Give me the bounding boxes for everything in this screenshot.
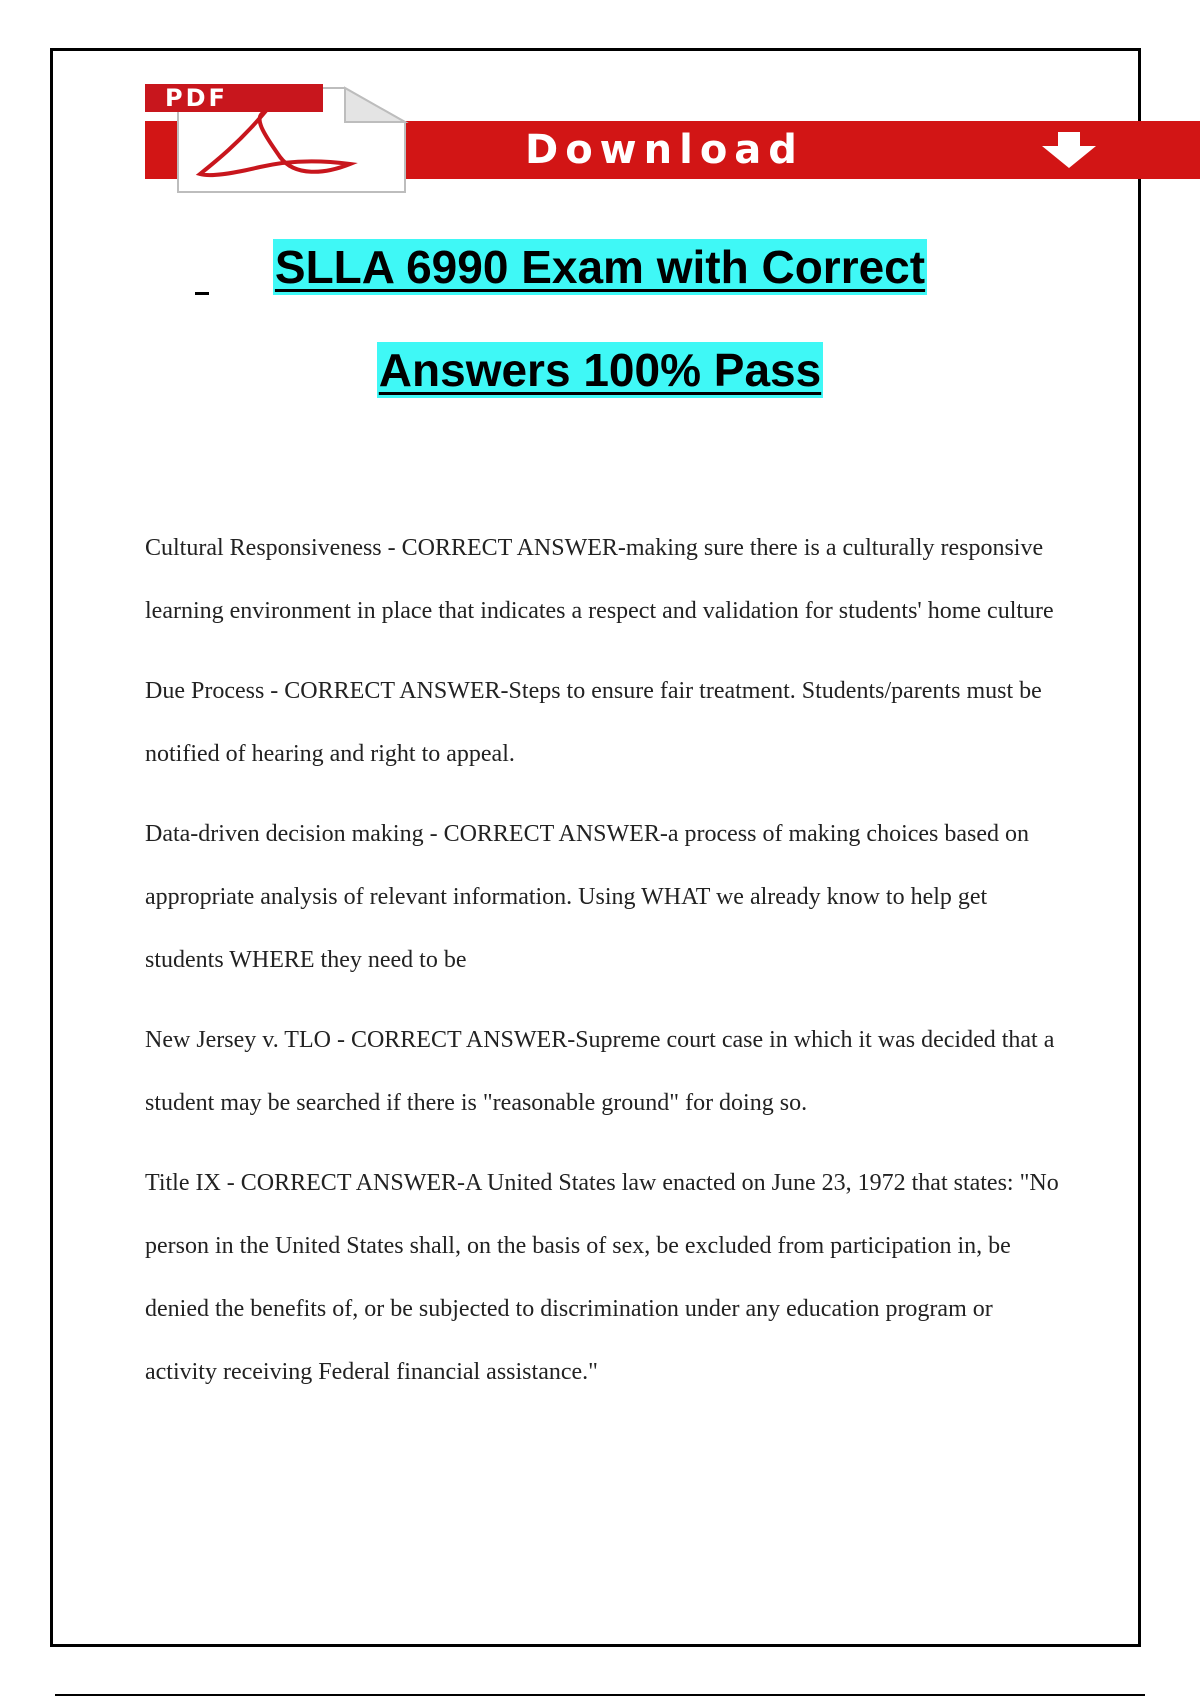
bottom-rule: [55, 1694, 1145, 1696]
document-title-line-1: [0, 240, 1200, 294]
qa-entry-title-ix: Title IX - CORRECT ANSWER-A United States law enacted on June 23, 1972 that states: "No person in the United States shall, on the basis of sex, be excluded from participation in, be denied the benefits of, or be subjected to discrimination under any education program or activity receiving Federal financial assistance.": [145, 1170, 1059, 1385]
qa-entry-due-process: Due Process - CORRECT ANSWER-Steps to ensure fair treatment. Students/parents must be notified of hearing and right to appeal.: [145, 678, 1042, 767]
title-text-2: Answers 100% Pass: [378, 344, 822, 396]
qa-entry-cultural-responsiveness: Cultural Responsiveness - CORRECT ANSWER-making sure there is a culturally responsive learning environment in place that indicates a respect and validation for students' home culture: [145, 535, 1054, 624]
title-text-1: SLLA 6990 Exam with Correct: [274, 241, 926, 293]
qa-entry-nj-v-tlo: New Jersey v. TLO - CORRECT ANSWER-Supreme court case in which it was decided that a student may be searched if there is "reasonable ground" for doing so.: [145, 1027, 1055, 1116]
qa-entry-data-driven: Data-driven decision making - CORRECT ANSWER-a process of making choices based on appropriate analysis of relevant information. Using WHAT we already know to help get students WHERE they need to be: [145, 821, 1030, 973]
download-label[interactable]: Download: [525, 127, 804, 173]
pdf-label: PDF: [145, 84, 323, 112]
download-arrow-icon[interactable]: [1030, 130, 1110, 170]
qa-list: [145, 517, 1065, 1421]
document-title-line-2: [0, 343, 1200, 397]
